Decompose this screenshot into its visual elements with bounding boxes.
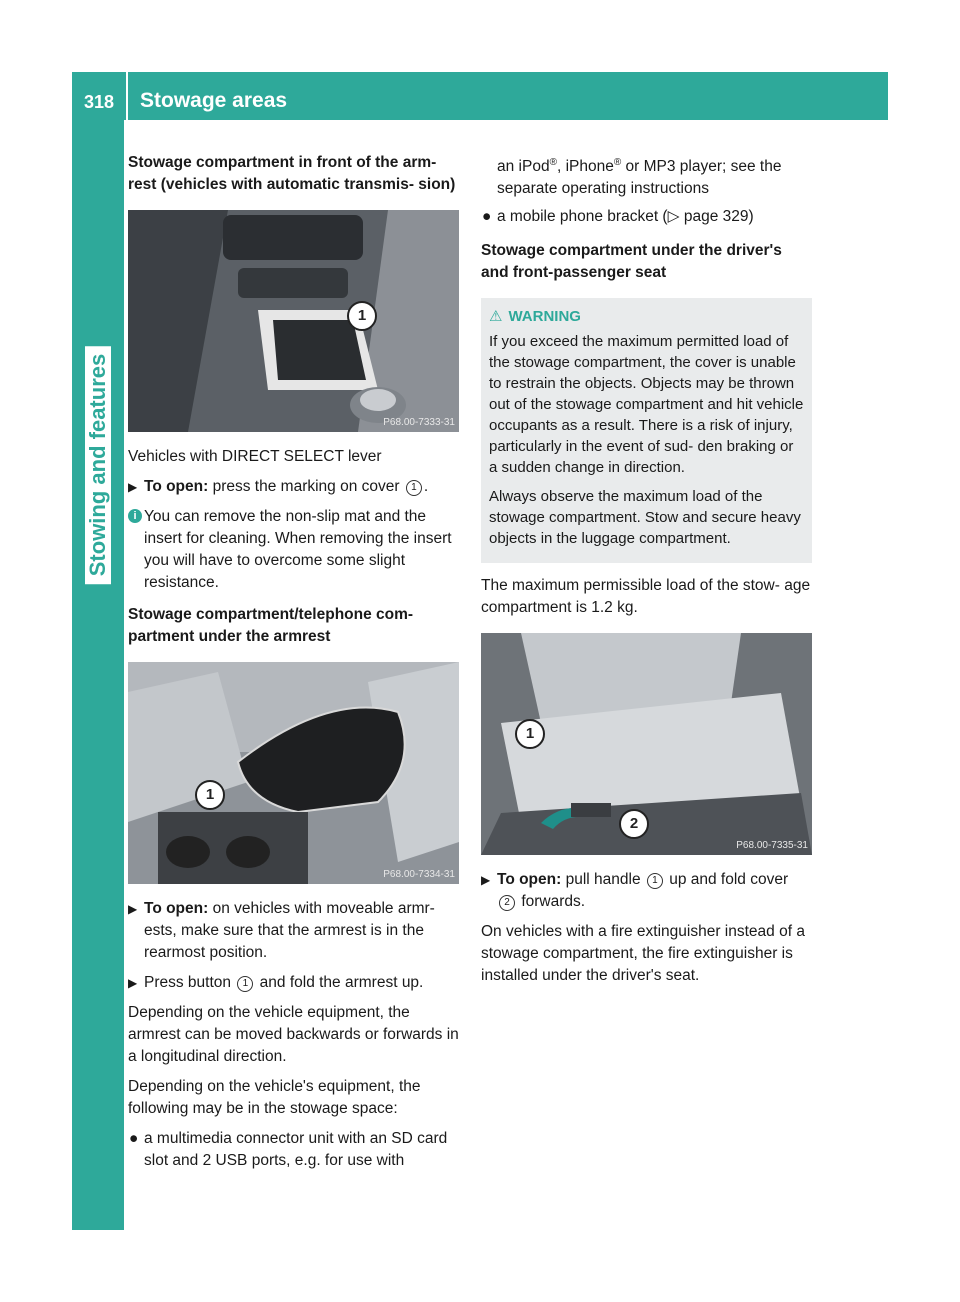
warning-title-text: WARNING: [508, 308, 581, 326]
step-label: To open:: [497, 871, 562, 889]
page-ref-arrow-icon: ▷: [667, 208, 680, 226]
step-text: press the marking on cover: [212, 478, 400, 495]
callout-ref-1: 1: [406, 480, 422, 496]
left-column: [128, 152, 459, 1178]
paragraph: Depending on the vehicle's equipment, the following may be in the stowage space:: [128, 1078, 421, 1117]
info-note-text: You can remove the non-slip mat and the insert for cleaning. When removing the insert you will have to overcome some slight resistance.: [144, 508, 452, 591]
callout-ref-1: 1: [647, 873, 663, 889]
step-label: To open:: [144, 900, 209, 917]
list-item: [481, 206, 812, 228]
paragraph: The maximum permissible load of the stow- age compartment is 1.2 kg.: [481, 577, 811, 617]
warning-text: If you exceed the maximum permitted load of the stowage compartment, the cover is unable to restrain the objects. Objects may be thrown out of the stowage compartment and hit vehicle occupants as a result. There is a risk of injury, particularly in the event of sud- den braking or a sudden change in direction.: [489, 333, 804, 477]
warning-triangle-icon: ⚠: [489, 308, 503, 326]
list-item-text: a mobile phone bracket (: [497, 208, 668, 226]
callout-1: 1: [195, 780, 225, 810]
step-text: Press button: [144, 974, 232, 991]
image-code: P68.00-7334-31: [383, 869, 455, 880]
callout-2: 2: [619, 809, 649, 839]
list-item-text: a multimedia connector unit with an SD card slot and 2 USB ports, e.g. for use with: [144, 1130, 448, 1169]
instruction-step: ▶ To open: press the marking on cover 1 .: [128, 476, 459, 498]
list-item-text: , iPhone: [556, 158, 614, 176]
step-text: and fold the armrest up.: [259, 974, 424, 991]
instruction-step: [481, 869, 812, 913]
direct-select-note: Vehicles with DIRECT SELECT lever: [128, 448, 382, 465]
side-tab-label: Stowing and features: [85, 346, 111, 584]
page-number: 318: [83, 92, 115, 112]
step-arrow-icon: ▶: [128, 976, 138, 990]
warning-title: [489, 306, 804, 327]
page-reference-link[interactable]: page 329): [683, 208, 754, 226]
list-item-text: or MP3 player; see the separate operating instructions: [497, 158, 782, 198]
armrest-illustration: [128, 662, 459, 884]
image-code: P68.00-7335-31: [736, 840, 808, 852]
list-item-continued: [481, 152, 812, 200]
instruction-step: [128, 972, 459, 994]
instruction-step: [128, 898, 459, 964]
photo-armrest: [128, 662, 459, 884]
photo-center-console: [128, 210, 459, 432]
step-label: To open:: [144, 478, 209, 495]
section-heading-seat: Stowage compartment under the driver's and front-passenger seat: [481, 242, 782, 282]
right-column: [481, 152, 812, 995]
info-icon: i: [128, 509, 142, 523]
step-arrow-icon: ▶: [128, 902, 138, 916]
header-divider: [126, 72, 128, 120]
callout-1: 1: [515, 719, 545, 749]
callout-1: 1: [347, 301, 377, 331]
step-text: on vehicles with moveable armr- ests, make sure that the armrest is in the rearmost position.: [144, 900, 435, 961]
section-heading-armrest: Stowage compartment/telephone com- partment under the armrest: [128, 606, 414, 645]
step-text: forwards.: [521, 893, 586, 911]
step-text: up and fold cover: [669, 871, 789, 889]
info-note: [128, 506, 459, 594]
step-arrow-icon: ▶: [128, 480, 138, 494]
callout-ref-1: 1: [237, 976, 253, 992]
step-text: pull handle: [565, 871, 641, 889]
console-illustration: [128, 210, 459, 432]
paragraph: On vehicles with a fire extinguisher instead of a stowage compartment, the fire extinguisher is installed under the driver's seat.: [481, 923, 805, 985]
bullet-icon: ●: [482, 208, 492, 226]
image-code: P68.00-7333-31: [383, 417, 455, 428]
warning-box: [481, 298, 812, 563]
paragraph: Depending on the vehicle equipment, the armrest can be moved backwards or forwards in a longitudinal direction.: [128, 1004, 459, 1065]
page-title: Stowage areas: [140, 89, 288, 112]
step-arrow-icon: ▶: [481, 873, 491, 888]
list-item: [128, 1128, 459, 1172]
warning-text: Always observe the maximum load of the stowage compartment. Stow and secure heavy objects in the luggage compartment.: [489, 488, 801, 548]
photo-seat: [481, 633, 812, 855]
bullet-icon: ●: [129, 1130, 139, 1147]
section-heading-armrest-front: Stowage compartment in front of the arm- rest (vehicles with automatic transmis- sion): [128, 154, 456, 193]
registered-mark: ®: [613, 157, 622, 168]
registered-mark: ®: [549, 157, 557, 168]
list-item-text: an iPod: [497, 158, 550, 176]
side-tab: [72, 120, 124, 1230]
callout-ref-2: 2: [499, 895, 515, 911]
